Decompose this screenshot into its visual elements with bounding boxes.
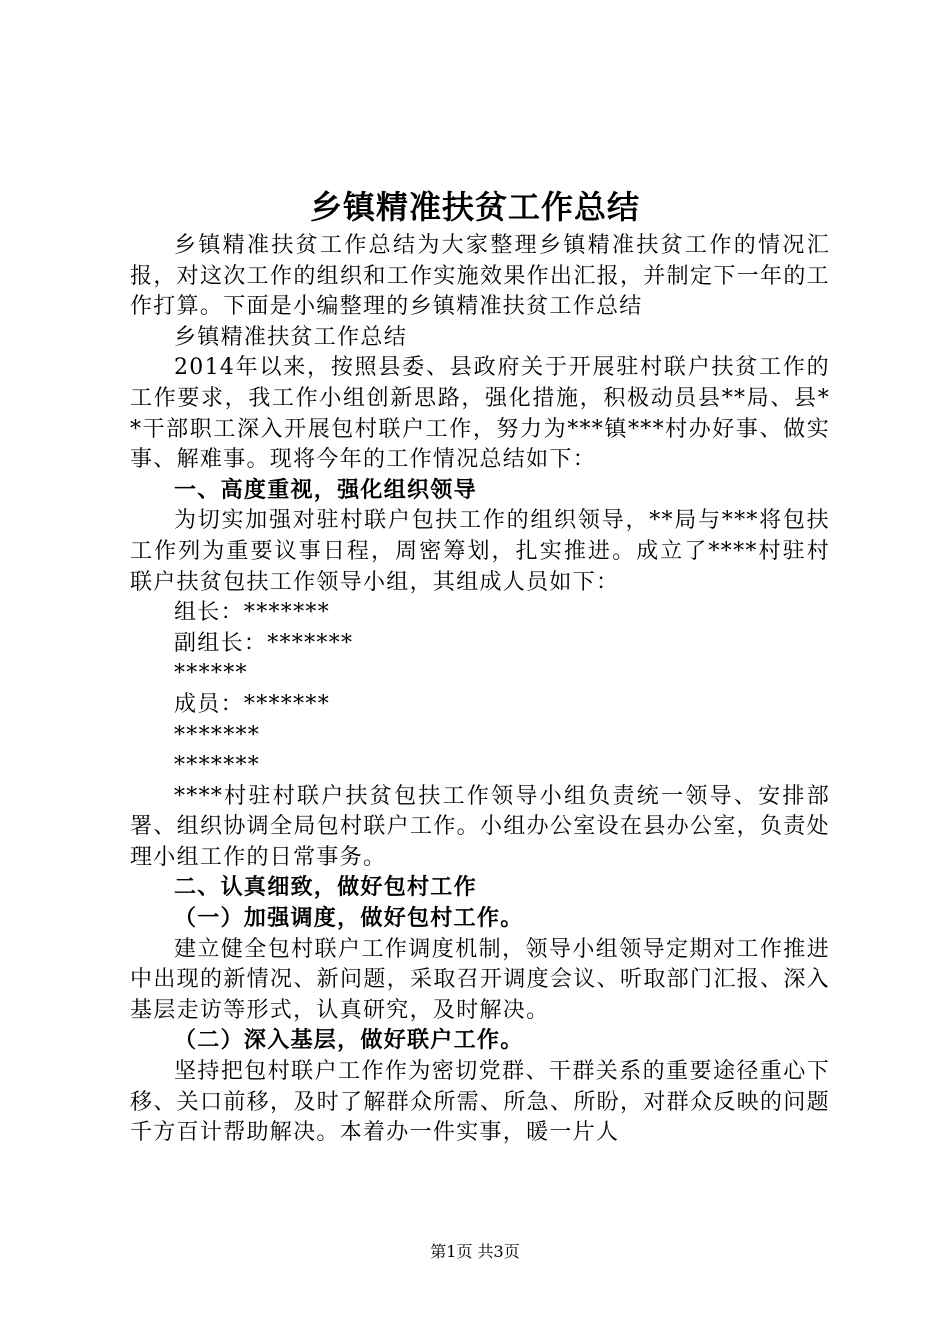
deputy-leader-line: 副组长：******* (174, 630, 354, 656)
section-heading-1: 一、高度重视，强化组织领导 (174, 477, 477, 503)
subsection-1-paragraph: 建立健全包村联户工作调度机制，领导小组领导定期对工作推进中出现的新情况、新问题，采取召开调度会议、听取部门汇报、深入基层走访等形式，认真研究，及时解决。 (130, 936, 830, 1023)
document-title: 乡镇精准扶贫工作总结 (309, 188, 640, 226)
members-line: 成员：******* (174, 691, 331, 717)
leader-line: 组长：******* (174, 600, 331, 626)
page-number-footer: 第1页 共3页 (430, 1242, 520, 1261)
subsection-heading-1: （一）加强调度，做好包村工作。 (174, 906, 524, 932)
members-continued-2: ******* (174, 753, 261, 779)
document-body (130, 231, 830, 1149)
section-1-paragraph: 为切实加强对驻村联户包扶工作的组织领导，**局与***将包扶工作列为重要议事日程，周密筹划，扎实推进。成立了****村驻村联户扶贫包扶工作领导小组，其组成人员如下： (130, 508, 830, 595)
deputy-leader-continued: ****** (174, 661, 248, 687)
group-duty-paragraph: ****村驻村联户扶贫包扶工作领导小组负责统一领导、安排部署、组织协调全局包村联户工作。小组办公室设在县办公室，负责处理小组工作的日常事务。 (130, 783, 830, 870)
intro-paragraph: 乡镇精准扶贫工作总结为大家整理乡镇精准扶贫工作的情况汇报，对这次工作的组织和工作实施效果作出汇报，并制定下一年的工作打算。下面是小编整理的乡镇精准扶贫工作总结 (130, 233, 830, 320)
subtitle-line: 乡镇精准扶贫工作总结 (174, 324, 408, 350)
section-heading-2: 二、认真细致，做好包村工作 (174, 875, 477, 901)
overview-paragraph: 2014年以来，按照县委、县政府关于开展驻村联户扶贫工作的工作要求，我工作小组创新思路，强化措施，积极动员县**局、县**干部职工深入开展包村联户工作，努力为***镇***村办好事、做实事、解难事。现将今年的工作情况总结如下： (130, 355, 830, 473)
subsection-heading-2: （二）深入基层，做好联户工作。 (174, 1028, 524, 1054)
members-continued-1: ******* (174, 722, 261, 748)
subsection-2-paragraph: 坚持把包村联户工作作为密切党群、干群关系的重要途径重心下移、关口前移，及时了解群众所需、所急、所盼，对群众反映的问题千方百计帮助解决。本着办一件实事，暖一片人 (130, 1059, 830, 1146)
